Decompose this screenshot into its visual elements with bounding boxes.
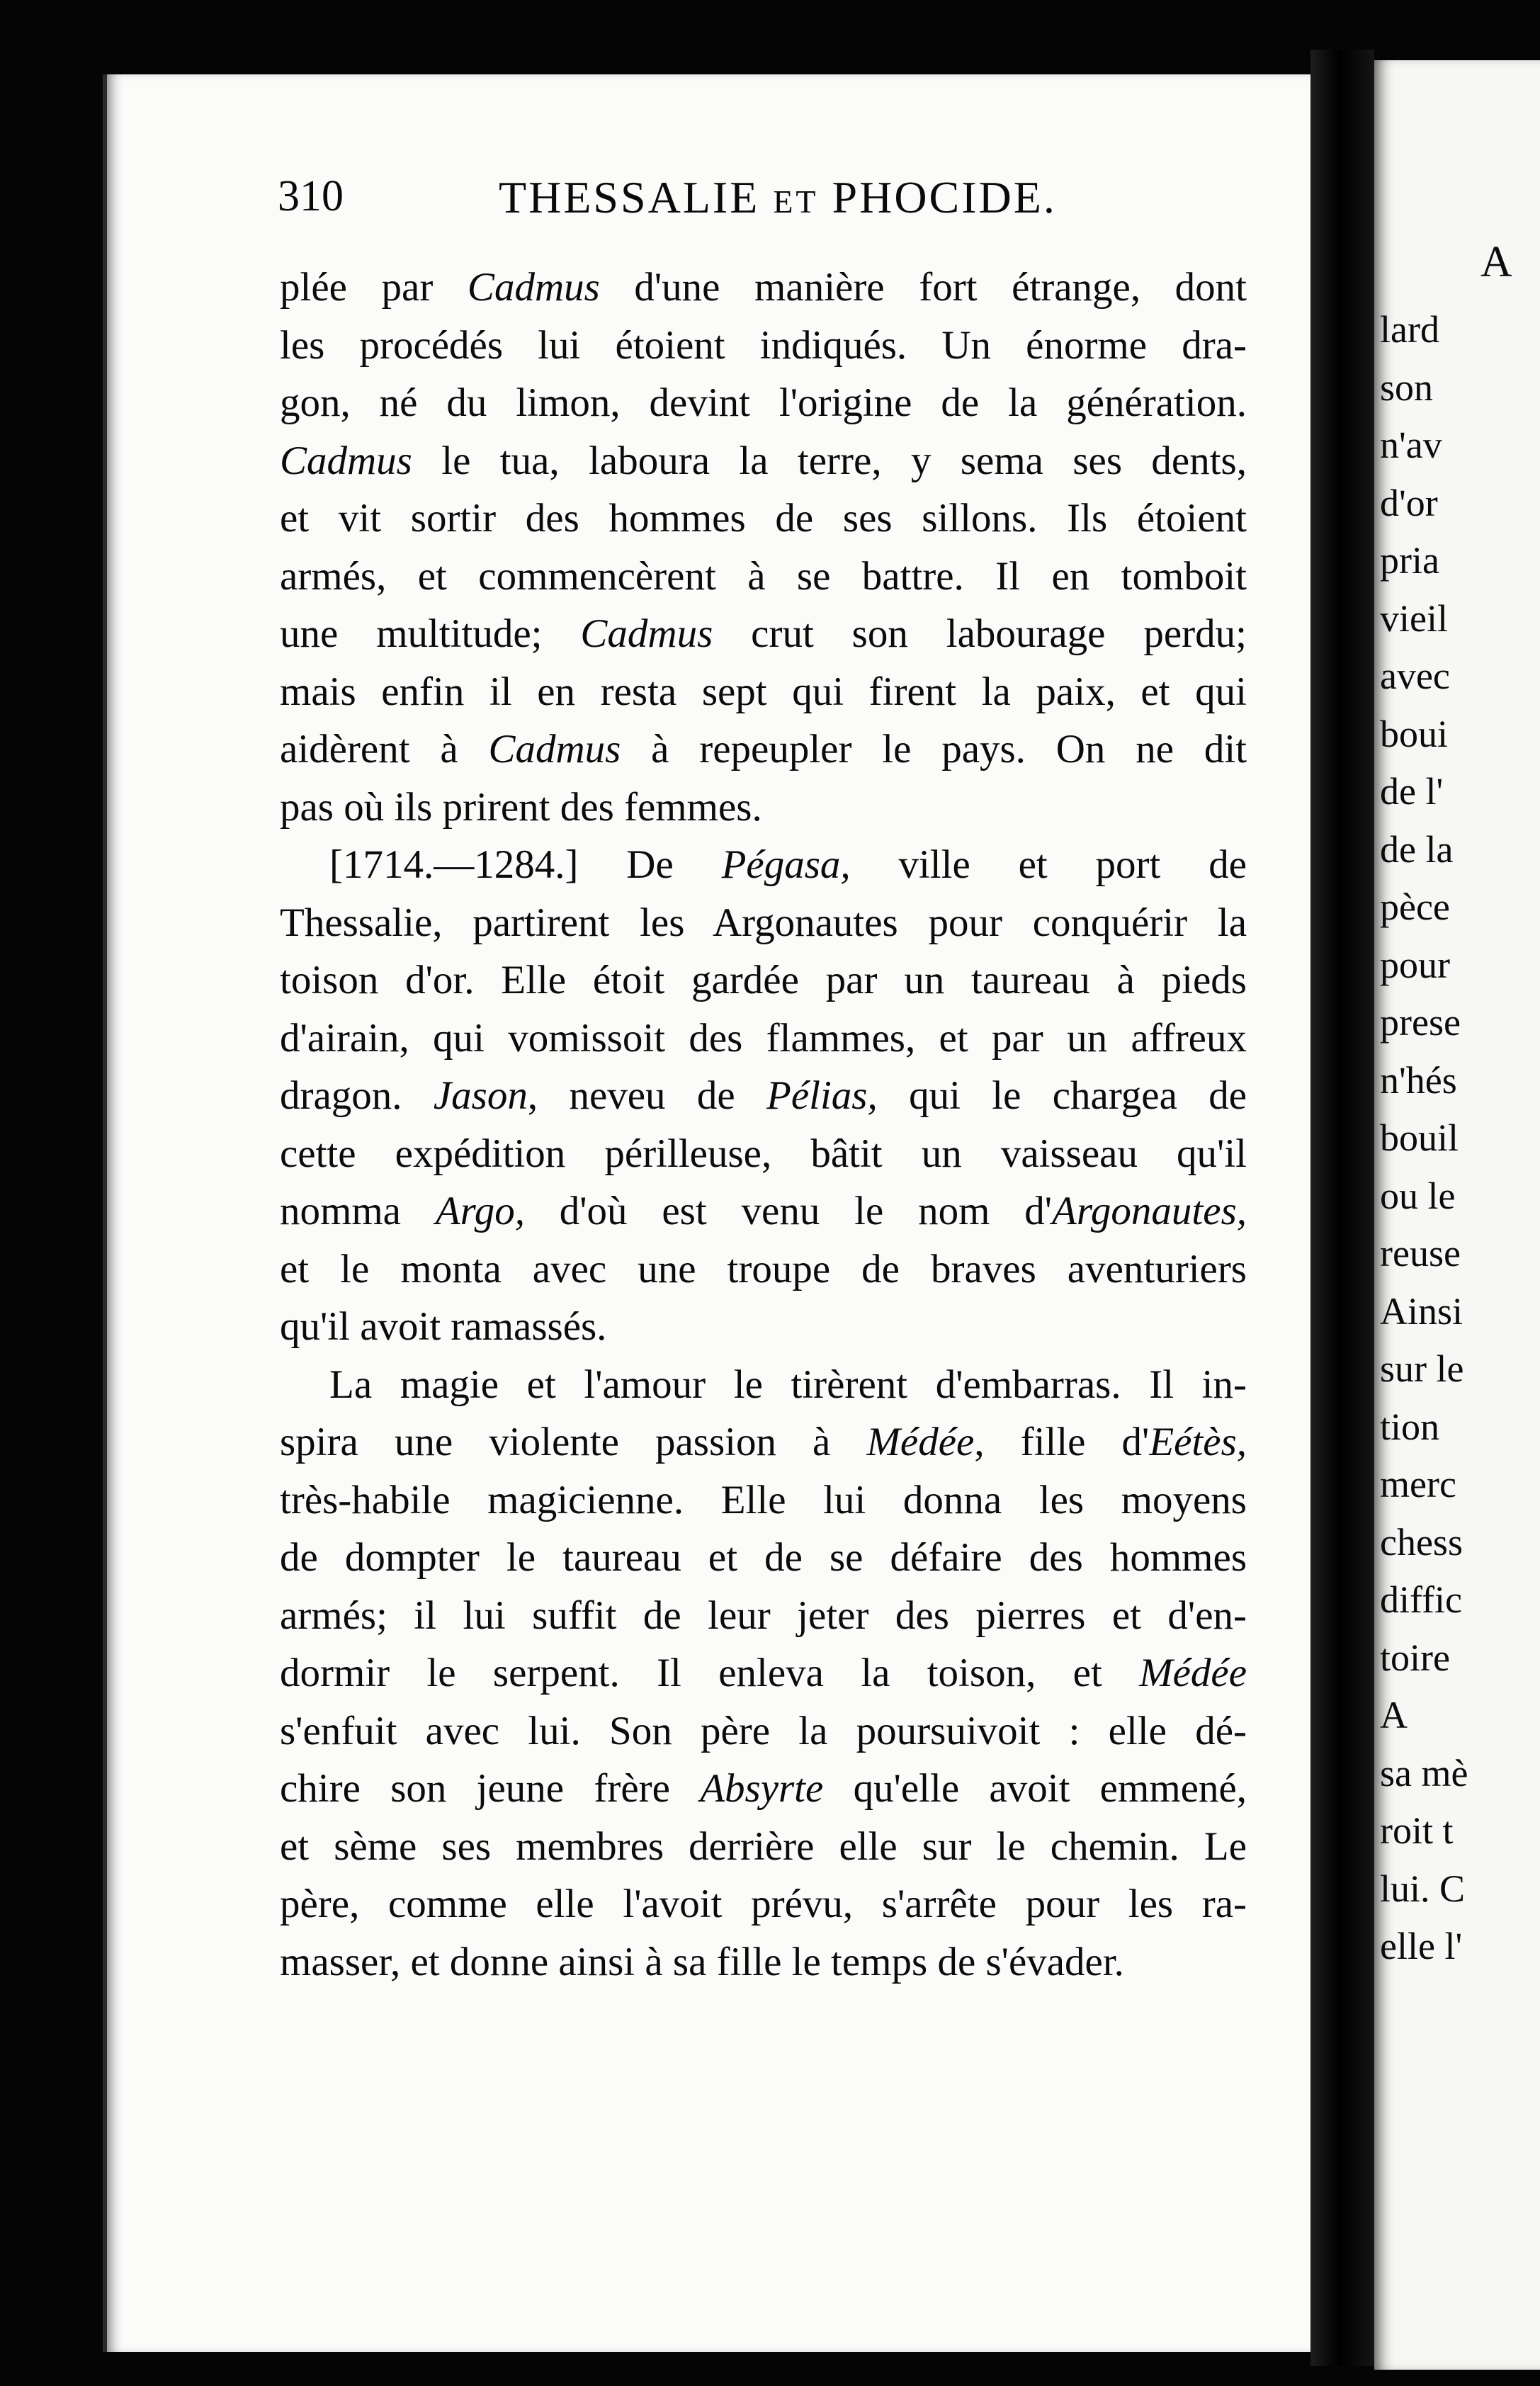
italic-name: Jason xyxy=(433,1073,528,1118)
text-segment: armés; il lui suffit de leur jeter des pierres et d'en- xyxy=(280,1593,1247,1638)
next-page-line: toire xyxy=(1380,1636,1450,1679)
text-line xyxy=(280,259,1247,317)
next-page-line: n'av xyxy=(1380,424,1442,466)
book-gutter xyxy=(1310,50,1374,2366)
book-page-right-partial xyxy=(1374,60,1540,2370)
text-segment: mais enfin il en resta sept qui firent la paix, et qui xyxy=(280,669,1247,714)
header-word-phocide: PHOCIDE. xyxy=(832,172,1057,222)
page-number: 310 xyxy=(278,172,344,220)
next-page-line: de l' xyxy=(1380,770,1444,813)
text-line xyxy=(280,720,1247,779)
text-segment: à repeupler le pays. On ne dit xyxy=(621,727,1247,771)
text-segment: plée par xyxy=(280,265,468,310)
next-page-line: avec xyxy=(1380,655,1450,697)
next-page-line: son xyxy=(1380,366,1434,409)
next-page-line: d'or xyxy=(1380,481,1438,524)
italic-name: Cadmus xyxy=(467,265,600,310)
italic-name: Cadmus xyxy=(580,611,713,656)
text-line xyxy=(280,836,1247,894)
text-line xyxy=(280,432,1247,490)
text-line xyxy=(280,1933,1247,1991)
next-page-line: bouil xyxy=(1380,1116,1459,1159)
next-page-line: diffic xyxy=(1380,1578,1462,1621)
next-page-text-fragments xyxy=(1380,301,1540,1976)
text-segment: aidèrent à xyxy=(280,727,489,771)
text-line xyxy=(280,1471,1247,1530)
text-line xyxy=(280,1702,1247,1760)
next-page-line: chess xyxy=(1380,1520,1463,1564)
next-page-line: roit t xyxy=(1380,1809,1454,1852)
text-line xyxy=(280,1644,1247,1702)
text-segment: le tua, laboura la terre, y sema ses dents, xyxy=(412,438,1247,483)
text-line xyxy=(280,1818,1247,1876)
page-header-title xyxy=(499,171,1057,224)
text-segment: , fille d' xyxy=(974,1420,1150,1464)
text-line xyxy=(280,779,1247,837)
text-segment: très-habile magicienne. Elle lui donna les moyens xyxy=(280,1477,1247,1522)
text-segment: dragon. xyxy=(280,1073,434,1118)
text-line xyxy=(280,1125,1247,1183)
next-page-line: vieil xyxy=(1380,596,1448,640)
text-line xyxy=(280,317,1247,375)
italic-name: Pélias, xyxy=(766,1073,878,1118)
text-segment: dormir le serpent. Il enleva la toison, et xyxy=(280,1651,1140,1695)
next-page-line: tion xyxy=(1380,1405,1440,1448)
text-segment: toison d'or. Elle étoit gardée par un taureau à pieds xyxy=(280,958,1247,1002)
next-page-line: pèce xyxy=(1380,886,1450,928)
next-page-line: A xyxy=(1380,1694,1408,1736)
next-page-line: elle l' xyxy=(1380,1925,1463,1967)
next-page-line: ou le xyxy=(1380,1174,1456,1217)
text-line xyxy=(280,1760,1247,1818)
header-word-et: ET xyxy=(773,183,819,220)
text-segment: père, comme elle l'avoit prévu, s'arrête pour les ra- xyxy=(280,1882,1247,1926)
body-text xyxy=(280,259,1247,1991)
text-line xyxy=(280,951,1247,1010)
text-segment: qui le chargea de xyxy=(877,1073,1247,1118)
next-page-line: prese xyxy=(1380,1001,1461,1044)
next-page-line: boui xyxy=(1380,712,1449,755)
next-page-head-fragment: A xyxy=(1480,238,1512,286)
italic-name: Absyrte xyxy=(700,1766,824,1811)
text-segment: cette expédition périlleuse, bâtit un vaisseau qu'il xyxy=(280,1131,1247,1176)
text-segment: , neveu de xyxy=(527,1073,767,1118)
text-line xyxy=(280,663,1247,721)
text-segment: et sème ses membres derrière elle sur le chemin. Le xyxy=(280,1824,1247,1869)
text-segment: et vit sortir des hommes de ses sillons. Ils étoient xyxy=(280,496,1247,541)
text-line xyxy=(280,1587,1247,1645)
italic-name: Médée xyxy=(1139,1651,1247,1695)
italic-name: Argonautes, xyxy=(1052,1189,1247,1233)
text-segment: ville et port de xyxy=(850,842,1247,887)
italic-name: Médée xyxy=(866,1420,975,1464)
text-segment: pas où ils prirent des femmes. xyxy=(280,784,762,830)
text-segment: Thessalie, partirent les Argonautes pour conquérir la xyxy=(280,900,1247,945)
text-segment: une multitude; xyxy=(280,611,581,656)
text-segment: gon, né du limon, devint l'origine de la génération. xyxy=(280,380,1247,425)
next-page-line: pria xyxy=(1380,539,1439,582)
text-line xyxy=(280,1529,1247,1587)
text-segment: d'où est venu le nom d' xyxy=(524,1189,1053,1233)
text-line xyxy=(280,1298,1247,1356)
text-line xyxy=(280,1182,1247,1240)
next-page-line: pour xyxy=(1380,943,1450,986)
text-segment: [1714.—1284.] De xyxy=(329,842,722,887)
text-line xyxy=(280,548,1247,606)
header-word-thessalie: THESSALIE xyxy=(499,172,760,222)
text-segment: La magie et l'amour le tirèrent d'embarras. Il in- xyxy=(329,1362,1247,1407)
running-head xyxy=(278,171,1255,237)
text-segment: armés, et commencèrent à se battre. Il en tomboit xyxy=(280,553,1247,599)
italic-name: Eétès, xyxy=(1149,1420,1247,1464)
text-line xyxy=(280,1240,1247,1299)
text-segment: de dompter le taureau et de se défaire des hommes xyxy=(280,1535,1247,1580)
text-segment: nomma xyxy=(280,1189,436,1233)
text-line xyxy=(280,490,1247,548)
italic-name: Cadmus xyxy=(280,438,412,483)
text-line xyxy=(280,1067,1247,1125)
text-segment: chire son jeune frère xyxy=(280,1766,701,1811)
next-page-line: n'hés xyxy=(1380,1058,1457,1102)
text-segment: d'airain, qui vomissoit des flammes, et par un affreux xyxy=(280,1015,1247,1061)
next-page-line: sa mè xyxy=(1380,1751,1468,1794)
text-segment: d'une manière fort étrange, dont xyxy=(599,265,1247,310)
text-segment: masser, et donne ainsi à sa fille le temps de s'évader. xyxy=(280,1939,1124,1984)
next-page-line: de la xyxy=(1380,827,1454,871)
next-page-line: sur le xyxy=(1380,1347,1464,1390)
text-segment: s'enfuit avec lui. Son père la poursuivoit : elle dé- xyxy=(280,1708,1247,1753)
text-segment: et le monta avec une troupe de braves aventuriers xyxy=(280,1246,1247,1291)
text-segment: spira une violente passion à xyxy=(280,1420,867,1464)
italic-name: Cadmus xyxy=(488,727,621,771)
italic-name: Argo, xyxy=(435,1189,525,1233)
next-page-line: Ainsi xyxy=(1380,1289,1463,1333)
next-page-line: reuse xyxy=(1380,1232,1461,1274)
text-line xyxy=(280,1010,1247,1068)
text-line xyxy=(280,1413,1247,1471)
text-segment: qu'il avoit ramassés. xyxy=(280,1304,607,1349)
text-segment: crut son labourage perdu; xyxy=(713,611,1247,656)
next-page-line: merc xyxy=(1380,1463,1456,1505)
text-line xyxy=(280,1356,1247,1414)
text-line xyxy=(280,1875,1247,1933)
italic-name: Pégasa, xyxy=(721,842,851,887)
text-line xyxy=(280,605,1247,663)
text-segment: qu'elle avoit emmené, xyxy=(823,1766,1247,1811)
text-segment: les procédés lui étoient indiqués. Un énorme dra- xyxy=(280,322,1247,368)
text-line xyxy=(280,374,1247,432)
next-page-line: lard xyxy=(1380,308,1439,351)
text-line xyxy=(280,894,1247,952)
next-page-line: lui. C xyxy=(1380,1867,1466,1910)
